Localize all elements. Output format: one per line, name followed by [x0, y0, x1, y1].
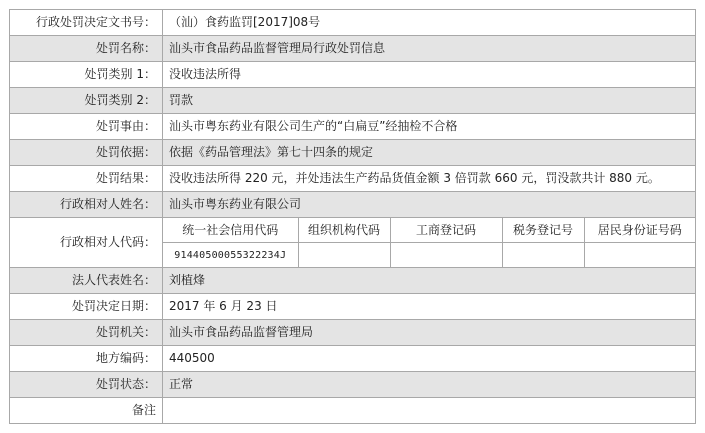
code-value-tax — [502, 243, 584, 268]
party-code-label: 行政相对人代码： — [10, 218, 163, 268]
code-header-tax: 税务登记号 — [502, 218, 584, 243]
penalty-name-label: 处罚名称： — [10, 36, 163, 62]
category-1-value: 没收违法所得 — [163, 62, 696, 88]
code-value-id — [584, 243, 695, 268]
code-header-org: 组织机构代码 — [298, 218, 390, 243]
reason-value: 汕头市粤东药业有限公司生产的“白扁豆”经抽检不合格 — [163, 114, 696, 140]
remark-value — [163, 398, 696, 424]
code-value-credit: 91440500055322234J — [163, 243, 298, 268]
code-header-credit: 统一社会信用代码 — [163, 218, 298, 243]
legal-rep-value: 刘植烽 — [163, 268, 696, 294]
penalty-name-value: 汕头市食品药品监督管理局行政处罚信息 — [163, 36, 696, 62]
status-label: 处罚状态： — [10, 372, 163, 398]
row-decision-date — [10, 294, 696, 320]
row-legal-rep — [10, 268, 696, 294]
authority-label: 处罚机关： — [10, 320, 163, 346]
code-header-id: 居民身份证号码 — [584, 218, 695, 243]
legal-rep-label: 法人代表姓名： — [10, 268, 163, 294]
result-value: 没收违法所得 220 元，并处违法生产药品货值金额 3 倍罚款 660 元，罚没款共计 880 元。 — [163, 166, 696, 192]
doc-no-value: （汕）食药监罚[2017]08号 — [163, 10, 696, 36]
row-remark — [10, 398, 696, 424]
basis-label: 处罚依据： — [10, 140, 163, 166]
status-value: 正常 — [163, 372, 696, 398]
party-name-value: 汕头市粤东药业有限公司 — [163, 192, 696, 218]
doc-no-label: 行政处罚决定文书号： — [10, 10, 163, 36]
row-doc-no — [10, 10, 696, 36]
code-value-org — [298, 243, 390, 268]
row-party-code — [10, 218, 696, 268]
area-code-value: 440500 — [163, 346, 696, 372]
row-category-1 — [10, 62, 696, 88]
category-2-value: 罚款 — [163, 88, 696, 114]
code-header-business: 工商登记码 — [390, 218, 502, 243]
row-penalty-name — [10, 36, 696, 62]
row-authority — [10, 320, 696, 346]
penalty-record-table — [9, 9, 696, 424]
basis-value: 依据《药品管理法》第七十四条的规定 — [163, 140, 696, 166]
row-area-code — [10, 346, 696, 372]
row-result — [10, 166, 696, 192]
code-value-row — [163, 243, 695, 268]
reason-label: 处罚事由： — [10, 114, 163, 140]
category-2-label: 处罚类别 2： — [10, 88, 163, 114]
row-basis — [10, 140, 696, 166]
code-header-row — [163, 218, 695, 243]
row-reason — [10, 114, 696, 140]
category-1-label: 处罚类别 1： — [10, 62, 163, 88]
result-label: 处罚结果： — [10, 166, 163, 192]
decision-date-value: 2017 年 6 月 23 日 — [163, 294, 696, 320]
code-value-business — [390, 243, 502, 268]
row-party-name — [10, 192, 696, 218]
decision-date-label: 处罚决定日期： — [10, 294, 163, 320]
remark-label: 备注 — [10, 398, 163, 424]
penalty-record-panel — [9, 9, 696, 424]
row-status — [10, 372, 696, 398]
area-code-label: 地方编码： — [10, 346, 163, 372]
authority-value: 汕头市食品药品监督管理局 — [163, 320, 696, 346]
party-code-cell — [163, 218, 696, 268]
party-code-table — [163, 218, 695, 267]
row-category-2 — [10, 88, 696, 114]
party-name-label: 行政相对人姓名： — [10, 192, 163, 218]
